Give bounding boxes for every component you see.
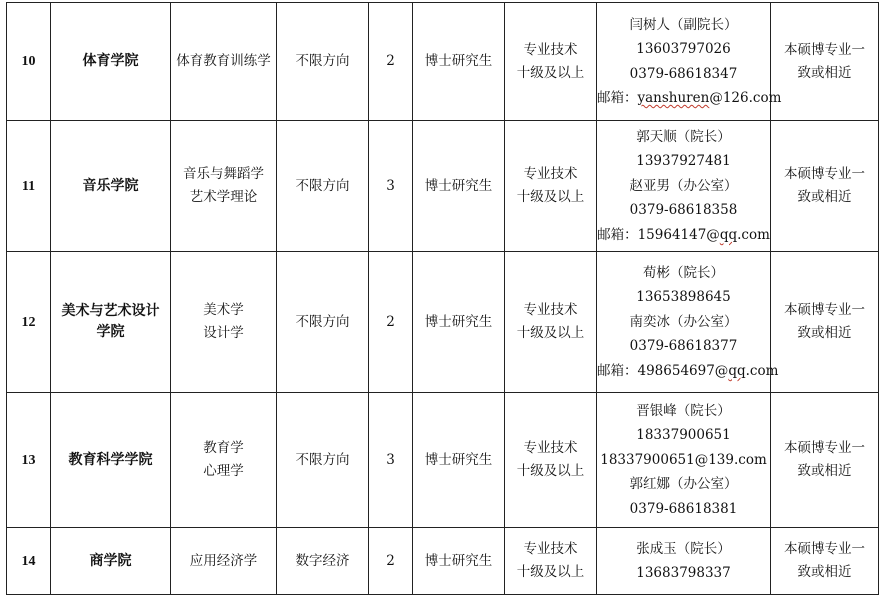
email-prefix: 邮箱： [597,226,638,243]
title-requirement-line: 十级及以上 [516,64,585,81]
contact-info-line: 0379-68618347 [629,65,738,82]
contact-info-line: 18337900651 [636,427,731,444]
table-row [7,252,879,393]
contact-info-line: 闫树人（副院长） [629,16,738,33]
requirement-note-line: 本硕博专业一 [784,166,865,182]
title-requirement [505,121,597,252]
contact-info-line: 18337900651@139.com [600,451,767,468]
contact-info-line: 13683798337 [636,565,731,581]
requirement-note-line: 本硕博专业一 [784,440,865,456]
college-name-line: 音乐学院 [82,177,139,194]
title-requirement-line: 十级及以上 [516,463,585,479]
email-line [597,223,770,248]
major-name-line: 心理学 [203,463,244,479]
contact-info-line: 13653898645 [636,289,731,306]
research-direction: 不限方向 [277,3,369,121]
requirement-note-line: 致或相近 [797,64,852,81]
title-requirement-line: 专业技术 [523,541,578,557]
title-requirement [505,3,597,121]
position-count: 2 [369,528,413,595]
major-name [171,3,277,121]
college-name [51,252,171,393]
email-domain: @126.com [709,90,782,106]
contact-info-line: 13937927481 [636,153,731,170]
contact-info-line: 0379-68618381 [629,500,738,517]
title-requirement [505,252,597,393]
email-domain [720,227,770,243]
research-direction: 数字经济 [277,528,369,595]
position-count: 3 [369,393,413,528]
major-name-line: 设计学 [203,325,244,341]
title-requirement-line: 十级及以上 [516,325,585,341]
email-prefix: 邮箱： [597,90,638,106]
degree-requirement: 博士研究生 [413,121,505,252]
contact-info-line: 郭红娜（办公室） [629,476,738,493]
requirement-note [771,393,879,528]
requirement-note [771,3,879,121]
requirement-note-line: 致或相近 [797,325,852,341]
title-requirement-line: 十级及以上 [516,564,585,580]
college-name [51,393,171,528]
email-domain-wavy: qq [719,226,738,243]
research-direction: 不限方向 [277,252,369,393]
title-requirement-line: 专业技术 [523,440,578,456]
row-number: 12 [7,252,51,393]
contact-info [597,3,782,121]
major-name [171,393,277,528]
table-row [7,393,879,528]
contact-info-line: 张成玉（院长） [636,540,731,557]
contact-info [597,393,771,528]
table-row [7,3,879,121]
email-prefix: 邮箱： [597,362,638,379]
email-domain-wavy: qq [728,362,746,379]
row-number: 13 [7,393,51,528]
requirement-note-line: 本硕博专业一 [784,302,865,318]
requirement-note-line: 致或相近 [797,463,852,479]
degree-requirement: 博士研究生 [413,252,505,393]
title-requirement-line: 十级及以上 [516,189,585,205]
college-name [51,121,171,252]
major-name-line: 教育学 [203,440,244,456]
email-domain-rest: .com [745,362,779,379]
requirement-note-line: 致或相近 [797,189,852,205]
title-requirement-line: 专业技术 [523,41,578,58]
contact-info-line: 0379-68618358 [629,202,738,219]
college-name [51,528,171,595]
contact-info-line: 南奕冰（办公室） [629,313,738,330]
title-requirement-line: 专业技术 [523,166,578,182]
major-name [171,528,277,595]
degree-requirement: 博士研究生 [413,528,505,595]
degree-requirement: 博士研究生 [413,3,505,121]
major-name-line: 美术学 [203,302,244,318]
contact-info-line: 荀彬（院长） [643,264,724,281]
college-name-line: 教育科学学院 [68,451,153,468]
major-name [171,121,277,252]
requirement-note-line: 致或相近 [797,564,852,580]
title-requirement-line: 专业技术 [523,302,578,318]
requirement-note-line: 本硕博专业一 [784,541,865,557]
position-count: 2 [369,3,413,121]
major-name-line: 应用经济学 [189,552,258,569]
contact-info [597,121,771,252]
position-count: 3 [369,121,413,252]
email-user: 15964147@ [637,226,720,243]
title-requirement [505,528,597,595]
position-count: 2 [369,252,413,393]
row-number: 11 [7,121,51,252]
email-domain-rest: .com [737,226,770,243]
contact-info-line: 赵亚男（办公室） [629,177,738,194]
table-row [7,121,879,252]
major-name-line: 体育教育训练学 [176,53,271,69]
contact-info [597,252,779,393]
requirement-note [771,121,879,252]
row-number: 14 [7,528,51,595]
college-name-line: 学院 [96,324,125,340]
email-user: 498654697@ [637,362,729,379]
major-name [171,252,277,393]
requirement-note [771,252,879,393]
recruitment-table [6,2,879,595]
major-name-line: 音乐与舞蹈学 [183,166,264,182]
requirement-note-line: 本硕博专业一 [784,41,865,58]
title-requirement [505,393,597,528]
email-line [597,86,782,111]
table-row [7,528,879,595]
email-domain [728,363,778,379]
contact-info-line: 晋银峰（院长） [636,402,731,419]
research-direction: 不限方向 [277,121,369,252]
degree-requirement: 博士研究生 [413,393,505,528]
contact-info-line: 郭天顺（院长） [636,128,731,145]
college-name-line: 体育学院 [82,53,139,69]
college-name-line: 美术与艺术设计 [61,303,160,319]
research-direction: 不限方向 [277,393,369,528]
row-number: 10 [7,3,51,121]
contact-info-line: 13603797026 [636,41,731,57]
college-name-line: 商学院 [89,552,132,569]
requirement-note [771,528,879,595]
contact-info-line: 0379-68618377 [629,338,738,355]
email-line [597,359,779,384]
college-name [51,3,171,121]
contact-info [597,528,771,595]
email-user: yanshuren [637,90,710,106]
major-name-line: 艺术学理论 [189,189,258,205]
